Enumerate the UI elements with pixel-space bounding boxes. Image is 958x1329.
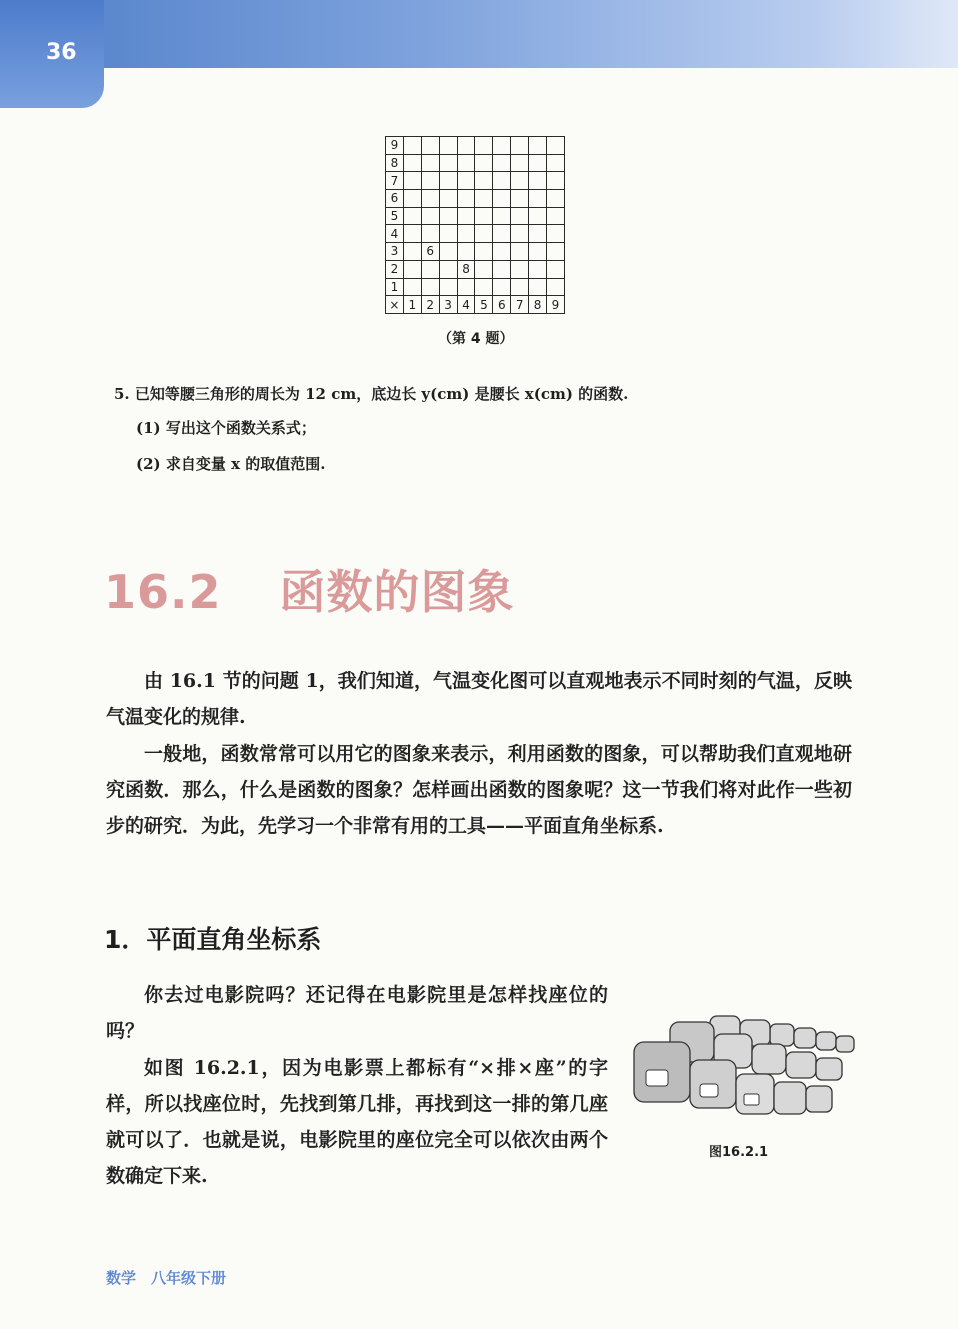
grid-cell xyxy=(403,137,421,155)
grid-cell xyxy=(403,243,421,261)
grid-cell xyxy=(403,154,421,172)
grid-y-label: 8 xyxy=(386,154,404,172)
grid-row xyxy=(386,207,565,225)
grid-x-label: 2 xyxy=(421,296,439,314)
grid-cell xyxy=(529,137,547,155)
grid-x-axis-row xyxy=(386,296,565,314)
grid-cell xyxy=(421,260,439,278)
grid-corner: × xyxy=(386,296,404,314)
grid-cell xyxy=(439,243,457,261)
grid-cell xyxy=(421,278,439,296)
grid-cell xyxy=(439,278,457,296)
grid-cell xyxy=(493,137,511,155)
grid-x-label: 6 xyxy=(493,296,511,314)
grid-cell xyxy=(493,154,511,172)
grid-y-label: 4 xyxy=(386,225,404,243)
grid-cell xyxy=(511,278,529,296)
grid-x-label: 7 xyxy=(511,296,529,314)
subsection-paragraph-1: 你去过电影院吗？还记得在电影院里是怎样找座位的吗？ xyxy=(106,984,608,1042)
grid-cell xyxy=(511,207,529,225)
grid-cell xyxy=(403,190,421,208)
grid-cell xyxy=(475,137,493,155)
grid-cell xyxy=(511,172,529,190)
grid-y-label: 7 xyxy=(386,172,404,190)
grid-x-label: 5 xyxy=(475,296,493,314)
grid-cell xyxy=(457,207,475,225)
intro-paragraph-1: 由 16.1 节的问题 1，我们知道，气温变化图可以直观地表示不同时刻的气温，反映气温变化的规律. xyxy=(106,670,852,728)
grid-cell xyxy=(493,190,511,208)
grid-cell xyxy=(475,260,493,278)
grid-cell xyxy=(511,260,529,278)
grid-cell xyxy=(421,172,439,190)
grid-x-label: 1 xyxy=(403,296,421,314)
section-heading: 函数的图象 xyxy=(279,565,515,619)
grid-row xyxy=(386,154,565,172)
grid-cell xyxy=(457,243,475,261)
grid-cell xyxy=(529,260,547,278)
grid-cell xyxy=(421,225,439,243)
grid-cell xyxy=(547,137,565,155)
grid-cell xyxy=(529,154,547,172)
grid-cell xyxy=(457,278,475,296)
grid-figure xyxy=(385,136,565,314)
grid-cell xyxy=(457,172,475,190)
section-title xyxy=(104,556,515,622)
grid-cell xyxy=(439,225,457,243)
grid-cell xyxy=(439,207,457,225)
problem-5-part-2: (2) 求自变量 x 的取值范围. xyxy=(136,455,326,473)
grid-row xyxy=(386,243,565,261)
grid-cell xyxy=(493,172,511,190)
grid-cell xyxy=(511,137,529,155)
grid-cell xyxy=(475,243,493,261)
grid-cell xyxy=(457,225,475,243)
grid-cell xyxy=(547,190,565,208)
grid-cell xyxy=(457,190,475,208)
grid-caption: （第 4 题） xyxy=(438,331,514,347)
grid-x-label: 8 xyxy=(529,296,547,314)
grid-cell xyxy=(493,278,511,296)
grid-row xyxy=(386,278,565,296)
grid-cell xyxy=(511,243,529,261)
grid-marker: 8 xyxy=(457,260,475,278)
header-band xyxy=(0,0,958,68)
grid-cell xyxy=(439,260,457,278)
cinema-seats-illustration xyxy=(630,1012,860,1132)
section-number: 16.2 xyxy=(104,565,222,619)
number-grid xyxy=(385,136,565,314)
grid-cell xyxy=(403,260,421,278)
grid-cell xyxy=(493,243,511,261)
footer-book-title: 数学 八年级下册 xyxy=(106,1269,227,1287)
grid-x-label: 9 xyxy=(547,296,565,314)
grid-cell xyxy=(547,154,565,172)
grid-cell xyxy=(475,154,493,172)
grid-cell xyxy=(421,154,439,172)
grid-cell xyxy=(529,225,547,243)
grid-cell xyxy=(439,190,457,208)
grid-cell xyxy=(475,278,493,296)
grid-cell xyxy=(529,207,547,225)
grid-cell xyxy=(421,207,439,225)
grid-cell xyxy=(529,190,547,208)
subsection-heading: 1．平面直角坐标系 xyxy=(104,925,322,954)
problem-5-part-1: (1) 写出这个函数关系式； xyxy=(136,419,316,437)
grid-cell xyxy=(493,207,511,225)
intro-paragraph-2: 一般地，函数常常可以用它的图象来表示，利用函数的图象，可以帮助我们直观地研究函数．那么，什么是函数的图象？怎样画出函数的图象呢？这一节我们将对此作一些初步的研究．为此，先学习一个非常有用的工具——平面直角坐标系. xyxy=(106,743,852,837)
grid-y-label: 9 xyxy=(386,137,404,155)
grid-cell xyxy=(457,154,475,172)
grid-cell xyxy=(547,172,565,190)
grid-row xyxy=(386,225,565,243)
grid-cell xyxy=(547,278,565,296)
grid-cell xyxy=(511,190,529,208)
grid-cell xyxy=(547,225,565,243)
grid-cell xyxy=(529,243,547,261)
grid-cell xyxy=(439,154,457,172)
grid-x-label: 4 xyxy=(457,296,475,314)
grid-marker: 6 xyxy=(421,243,439,261)
grid-cell xyxy=(511,225,529,243)
grid-cell xyxy=(403,207,421,225)
grid-cell xyxy=(439,172,457,190)
grid-cell xyxy=(475,207,493,225)
grid-cell xyxy=(475,190,493,208)
grid-row xyxy=(386,260,565,278)
grid-y-label: 1 xyxy=(386,278,404,296)
grid-cell xyxy=(511,154,529,172)
grid-cell xyxy=(421,190,439,208)
grid-cell xyxy=(529,278,547,296)
grid-cell xyxy=(439,137,457,155)
page-number: 36 xyxy=(46,40,77,65)
grid-y-label: 3 xyxy=(386,243,404,261)
grid-cell xyxy=(403,172,421,190)
grid-x-label: 3 xyxy=(439,296,457,314)
grid-cell xyxy=(547,207,565,225)
grid-row xyxy=(386,137,565,155)
grid-cell xyxy=(403,225,421,243)
grid-cell xyxy=(457,137,475,155)
page-tab xyxy=(0,0,104,108)
grid-cell xyxy=(475,225,493,243)
grid-y-label: 2 xyxy=(386,260,404,278)
grid-cell xyxy=(421,137,439,155)
grid-cell xyxy=(475,172,493,190)
grid-cell xyxy=(547,260,565,278)
subsection-paragraph-2: 如图 16.2.1，因为电影票上都标有“×排×座”的字样，所以找座位时，先找到第几排，再找到这一排的第几座就可以了．也就是说，电影院里的座位完全可以依次由两个数确定下来. xyxy=(106,1057,608,1187)
grid-y-label: 6 xyxy=(386,190,404,208)
problem-5-stem: 5. 已知等腰三角形的周长为 12 cm，底边长 y(cm) 是腰长 x(cm) 的函数. xyxy=(114,385,629,403)
grid-row xyxy=(386,172,565,190)
grid-row xyxy=(386,190,565,208)
grid-cell xyxy=(493,260,511,278)
grid-y-label: 5 xyxy=(386,207,404,225)
grid-cell xyxy=(529,172,547,190)
grid-cell xyxy=(493,225,511,243)
figure-caption: 图16.2.1 xyxy=(709,1145,769,1160)
grid-cell xyxy=(547,243,565,261)
grid-cell xyxy=(403,278,421,296)
